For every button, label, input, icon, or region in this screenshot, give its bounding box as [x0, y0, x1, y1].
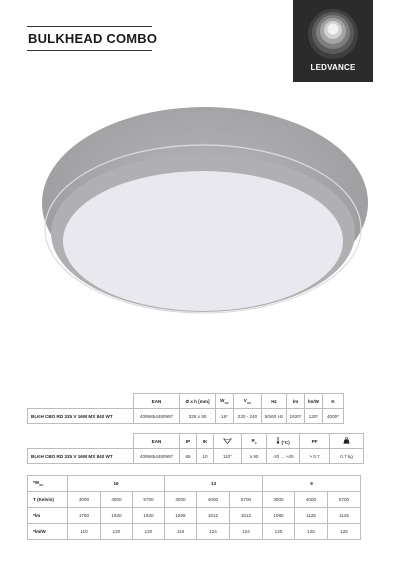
table-cell: 1125 — [328, 508, 361, 524]
luminaire-image — [0, 95, 400, 355]
table-cell: 16* — [216, 409, 234, 424]
wattage-group: 13 — [165, 476, 263, 492]
table-cell: 1612 — [197, 508, 230, 524]
table-cell: 1920 — [133, 508, 165, 524]
ledvance-logo — [293, 0, 373, 82]
table-cell: 65 — [180, 449, 197, 464]
table-cell: 1760 — [68, 508, 101, 524]
col-frequency: Hz — [262, 394, 287, 409]
thermometer-icon — [276, 437, 280, 444]
table-row — [28, 492, 361, 508]
row-label-wattage: $*W_{AC}$ — [28, 476, 68, 492]
col-lumen: lm — [287, 394, 305, 409]
col-dimensions: Ø x h [mm] — [180, 394, 216, 409]
beam-angle-icon — [223, 438, 232, 444]
lamp-diffuser — [63, 171, 343, 311]
table-cell: 1920 — [101, 508, 133, 524]
product-name: BLKH CBO RD 325 V 16W MS 840 WT — [28, 409, 134, 424]
blank-cell — [28, 434, 134, 449]
table-cell: 1612 — [230, 508, 263, 524]
table-cell: 5700 — [328, 492, 361, 508]
electrical-data-table — [27, 393, 344, 424]
table-cell: 3000 — [263, 492, 295, 508]
table-cell: 220 - 240 — [234, 409, 262, 424]
table-cell: 325 x 90 — [180, 409, 216, 424]
table-cell: 1125 — [295, 508, 328, 524]
title-bottom-rule — [27, 50, 152, 51]
table-cell: 4099854480997 — [134, 449, 180, 464]
weight-icon — [343, 437, 350, 444]
table-cell: 4000 — [295, 492, 328, 508]
row-label-kelvin: T (Kelvin) — [28, 492, 68, 508]
row-label-lumen: *lm — [28, 508, 68, 524]
table-row — [28, 449, 364, 464]
table-row — [28, 409, 344, 424]
table-cell: 4000* — [323, 409, 344, 424]
col-wattage: $W_{AC}$ — [216, 394, 234, 409]
table-cell: -20 ... +40 — [267, 449, 300, 464]
table-cell: 116 — [165, 524, 197, 540]
col-efficacy: lm/W — [305, 394, 323, 409]
title-top-rule — [27, 26, 152, 27]
col-ip: IP — [180, 434, 197, 449]
col-beam-angle — [214, 434, 242, 449]
table-cell: > 0.7 — [300, 449, 330, 464]
col-voltage: $V_{AC}$ — [234, 394, 262, 409]
technical-data-table — [27, 433, 364, 464]
table-cell: 120 — [101, 524, 133, 540]
table-cell: 50/60 Hz — [262, 409, 287, 424]
table-cell: 124 — [230, 524, 263, 540]
table-cell: 4000 — [101, 492, 133, 508]
table-cell: 110 — [68, 524, 101, 540]
table-cell: 125 — [328, 524, 361, 540]
table-cell: ≥ 90 — [242, 449, 267, 464]
wattage-group: 16 — [68, 476, 165, 492]
table-header-row — [28, 434, 364, 449]
col-weight — [330, 434, 364, 449]
table-cell: 5700 — [230, 492, 263, 508]
col-temperature: (°C) — [267, 434, 300, 449]
table-header-row — [28, 394, 344, 409]
wattage-group: 9 — [263, 476, 361, 492]
col-ra: $R_a$ — [242, 434, 267, 449]
col-ean: EAN — [134, 434, 180, 449]
table-cell: 4000 — [197, 492, 230, 508]
table-cell: 1508 — [165, 508, 197, 524]
table-cell: 125 — [295, 524, 328, 540]
table-cell: 1920* — [287, 409, 305, 424]
col-kelvin: K — [323, 394, 344, 409]
col-power-factor: PF — [300, 434, 330, 449]
table-cell: 1080 — [263, 508, 295, 524]
table-cell: 110° — [214, 449, 242, 464]
table-cell: 3000 — [165, 492, 197, 508]
logo-rings-icon — [293, 0, 373, 62]
table-cell: 10 — [197, 449, 214, 464]
table-cell: 0.7 kg — [330, 449, 364, 464]
table-row — [28, 476, 361, 492]
table-cell: 124 — [197, 524, 230, 540]
wattage-selection-table — [27, 475, 361, 540]
table-cell: 5700 — [133, 492, 165, 508]
table-cell: 4099854480997 — [134, 409, 180, 424]
table-cell: 120 — [133, 524, 165, 540]
row-label-efficacy: *lm/W — [28, 524, 68, 540]
table-cell: 120 — [263, 524, 295, 540]
table-cell: 120* — [305, 409, 323, 424]
col-ik: IK — [197, 434, 214, 449]
table-row — [28, 508, 361, 524]
col-ean: EAN — [134, 394, 180, 409]
table-row — [28, 524, 361, 540]
product-name: BLKH CBO RD 325 V 16W MS 840 WT — [28, 449, 134, 464]
page-title: BULKHEAD COMBO — [28, 31, 158, 46]
brand-name: LEDVANCE — [310, 63, 356, 72]
blank-cell — [28, 394, 134, 409]
table-cell: 3000 — [68, 492, 101, 508]
